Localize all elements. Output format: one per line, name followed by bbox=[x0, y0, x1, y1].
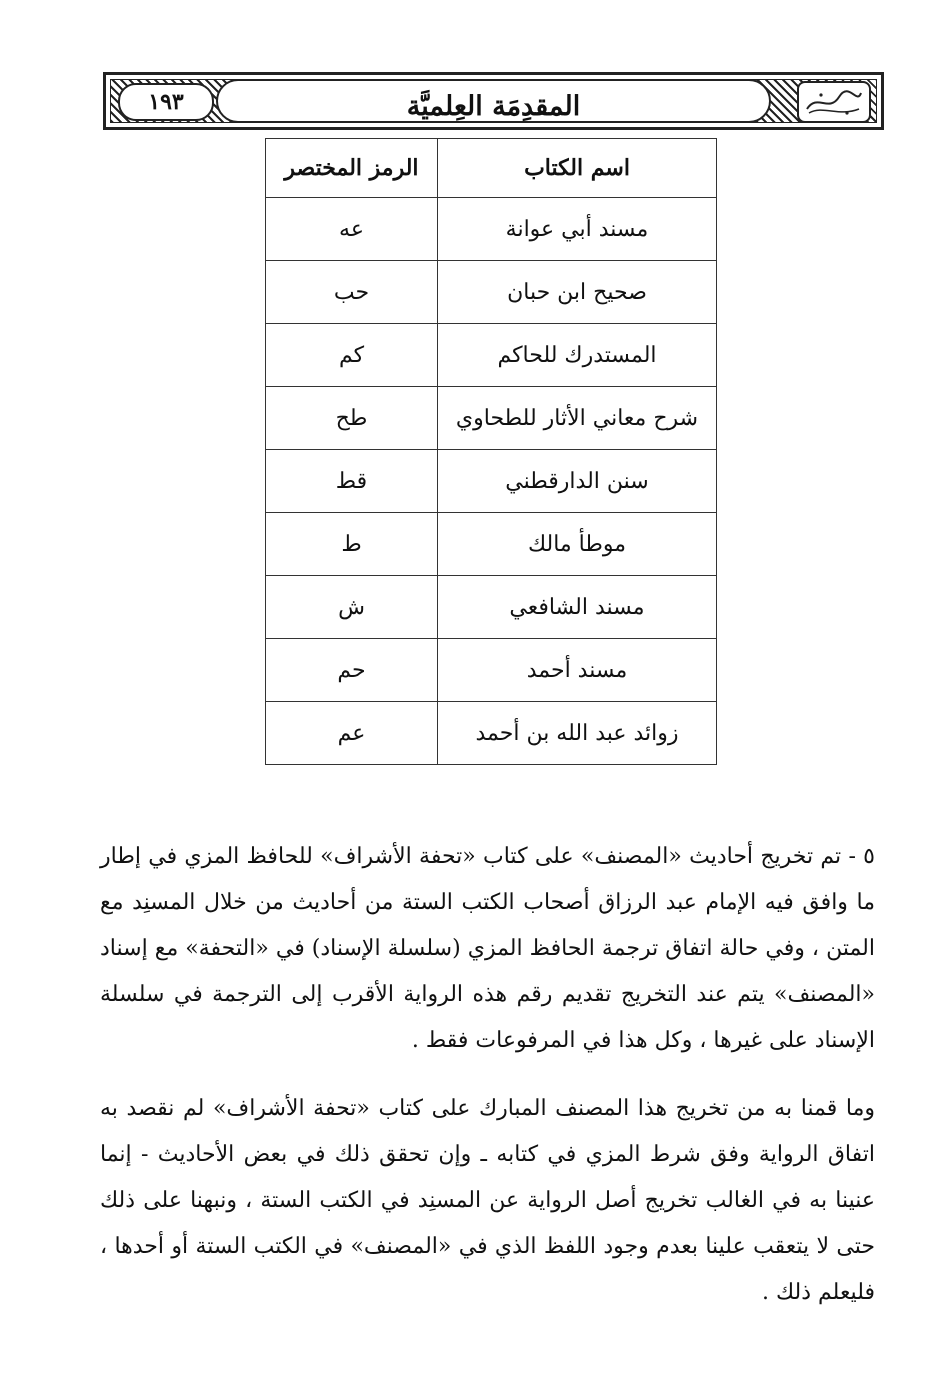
paragraph-note: وما قمنا به من تخريج هذا المصنف المبارك على كتاب «تحفة الأشراف» لم نقصد به اتفاق الرواية وفق شرط المزي في كتابه ـ وإن تحقق ذلك في بعض الأحاديث - إنما عنينا به في الغالب تخريج أصل الرواية عن المسنِد في الكتب الستة ، ونبهنا على ذلك حتى لا يتعقب علينا بعدم وجود اللفظ الذي في «المصنف» في الكتب الستة أو أحدها ، فليعلم ذلك . bbox=[100, 1096, 875, 1305]
abbreviation-cell: ط bbox=[266, 513, 438, 576]
abbreviation-cell: قط bbox=[266, 450, 438, 513]
header-abbreviation: الرمز المختصر bbox=[266, 139, 438, 198]
table-row bbox=[266, 513, 717, 576]
calligraphy-logo-icon bbox=[799, 83, 869, 121]
abbreviation-cell: حم bbox=[266, 639, 438, 702]
abbreviation-cell: حب bbox=[266, 261, 438, 324]
table-row bbox=[266, 639, 717, 702]
table-row bbox=[266, 576, 717, 639]
table-row bbox=[266, 702, 717, 765]
header-cartouche bbox=[216, 79, 771, 123]
abbreviations-table bbox=[265, 138, 717, 765]
abbreviation-cell: ش bbox=[266, 576, 438, 639]
abbreviation-cell: عم bbox=[266, 702, 438, 765]
table-row bbox=[266, 450, 717, 513]
abbreviation-cell: كم bbox=[266, 324, 438, 387]
table-row bbox=[266, 387, 717, 450]
table-row bbox=[266, 261, 717, 324]
header-book-name: اسم الكتاب bbox=[438, 139, 717, 198]
book-name-cell: زوائد عبد الله بن أحمد bbox=[438, 702, 717, 765]
publisher-logo bbox=[797, 81, 871, 123]
book-name-cell: مسند أبي عوانة bbox=[438, 198, 717, 261]
page-number: ١٩٣ bbox=[148, 89, 184, 115]
running-header bbox=[103, 72, 884, 130]
table-row bbox=[266, 324, 717, 387]
book-name-cell: موطأ مالك bbox=[438, 513, 717, 576]
table-header-row bbox=[266, 139, 717, 198]
book-name-cell: المستدرك للحاكم bbox=[438, 324, 717, 387]
abbreviation-cell: طح bbox=[266, 387, 438, 450]
paragraph-item-5: ٥ - تم تخريج أحاديث «المصنف» على كتاب «تحفة الأشراف» للحافظ المزي في إطار ما وافق فيه الإمام عبد الرزاق أصحاب الكتب الستة من أحاديث من خلال المسنِد مع المتن ، وفي حالة اتفاق ترجمة الحافظ المزي (سلسلة الإسناد) في «التحفة» مع إسناد «المصنف» يتم عند التخريج تقديم رقم هذه الرواية الأقرب إلى الترجمة في سلسلة الإسناد على غيرها ، وكل هذا في المرفوعات فقط . bbox=[100, 844, 875, 1053]
page-title: المقدِمَة العِلميَّة bbox=[406, 91, 581, 122]
book-name-cell: صحيح ابن حبان bbox=[438, 261, 717, 324]
book-name-cell: مسند أحمد bbox=[438, 639, 717, 702]
book-name-cell: مسند الشافعي bbox=[438, 576, 717, 639]
book-name-cell: شرح معاني الأثار للطحاوي bbox=[438, 387, 717, 450]
book-name-cell: سنن الدارقطني bbox=[438, 450, 717, 513]
abbreviation-cell: عه bbox=[266, 198, 438, 261]
page-number-frame bbox=[118, 83, 214, 121]
table-row bbox=[266, 198, 717, 261]
